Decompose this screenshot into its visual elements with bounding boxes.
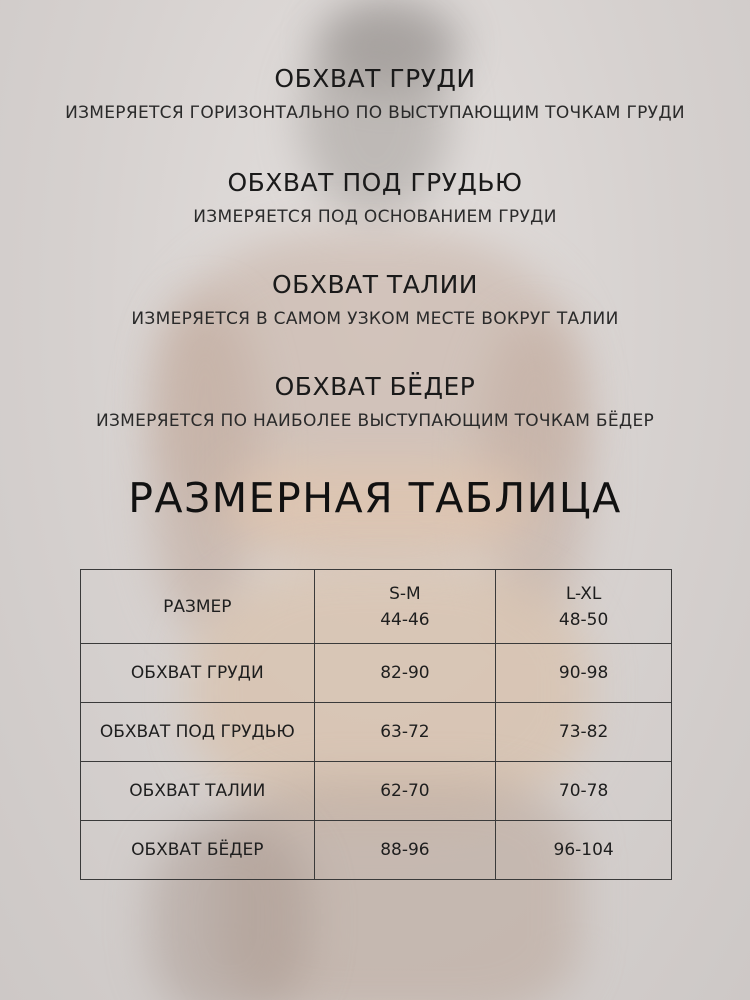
measurement-description: ИЗМЕРЯЕТСЯ ПОД ОСНОВАНИЕМ ГРУДИ [193,207,557,227]
measurement-section-waist [0,270,750,329]
header-size-sm-cell [314,570,496,644]
size-range: 44-46 [380,609,430,630]
measurement-description: ИЗМЕРЯЕТСЯ ГОРИЗОНТАЛЬНО ПО ВЫСТУПАЮЩИМ ТОЧКАМ ГРУДИ [65,103,685,123]
table-row [81,703,672,762]
measurement-title: ОБХВАТ ГРУДИ [274,64,476,93]
row-label-cell: ОБХВАТ БЁДЕР [81,821,315,880]
value-cell: 96-104 [496,821,672,880]
row-label-cell: ОБХВАТ ТАЛИИ [81,762,315,821]
size-table [80,569,672,880]
row-label-cell: ОБХВАТ ПОД ГРУДЬЮ [81,703,315,762]
value-cell: 82-90 [314,644,496,703]
header-size-lxl-cell [496,570,672,644]
measurement-section-chest [0,64,750,123]
value-cell: 62-70 [314,762,496,821]
value-cell: 73-82 [496,703,672,762]
row-label-cell: ОБХВАТ ГРУДИ [81,644,315,703]
table-row [81,644,672,703]
measurement-section-underbust [0,168,750,227]
size-table-title: РАЗМЕРНАЯ ТАБЛИЦА [128,474,622,522]
measurement-section-hips [0,372,750,431]
header-label-cell: РАЗМЕР [81,570,315,644]
table-row [81,762,672,821]
table-row [81,821,672,880]
measurement-description: ИЗМЕРЯЕТСЯ В САМОМ УЗКОМ МЕСТЕ ВОКРУГ ТАЛИИ [131,309,619,329]
measurement-description: ИЗМЕРЯЕТСЯ ПО НАИБОЛЕЕ ВЫСТУПАЮЩИМ ТОЧКАМ БЁДЕР [95,411,655,431]
measurement-title: ОБХВАТ БЁДЕР [274,372,476,401]
measurement-title: ОБХВАТ ПОД ГРУДЬЮ [227,168,523,197]
value-cell: 70-78 [496,762,672,821]
measurement-title: ОБХВАТ ТАЛИИ [272,270,478,299]
size-code: L-XL [565,583,602,604]
size-range: 48-50 [558,609,609,630]
value-cell: 90-98 [496,644,672,703]
value-cell: 88-96 [314,821,496,880]
table-header-row [81,570,672,644]
size-code: S-M [389,583,421,604]
value-cell: 63-72 [314,703,496,762]
